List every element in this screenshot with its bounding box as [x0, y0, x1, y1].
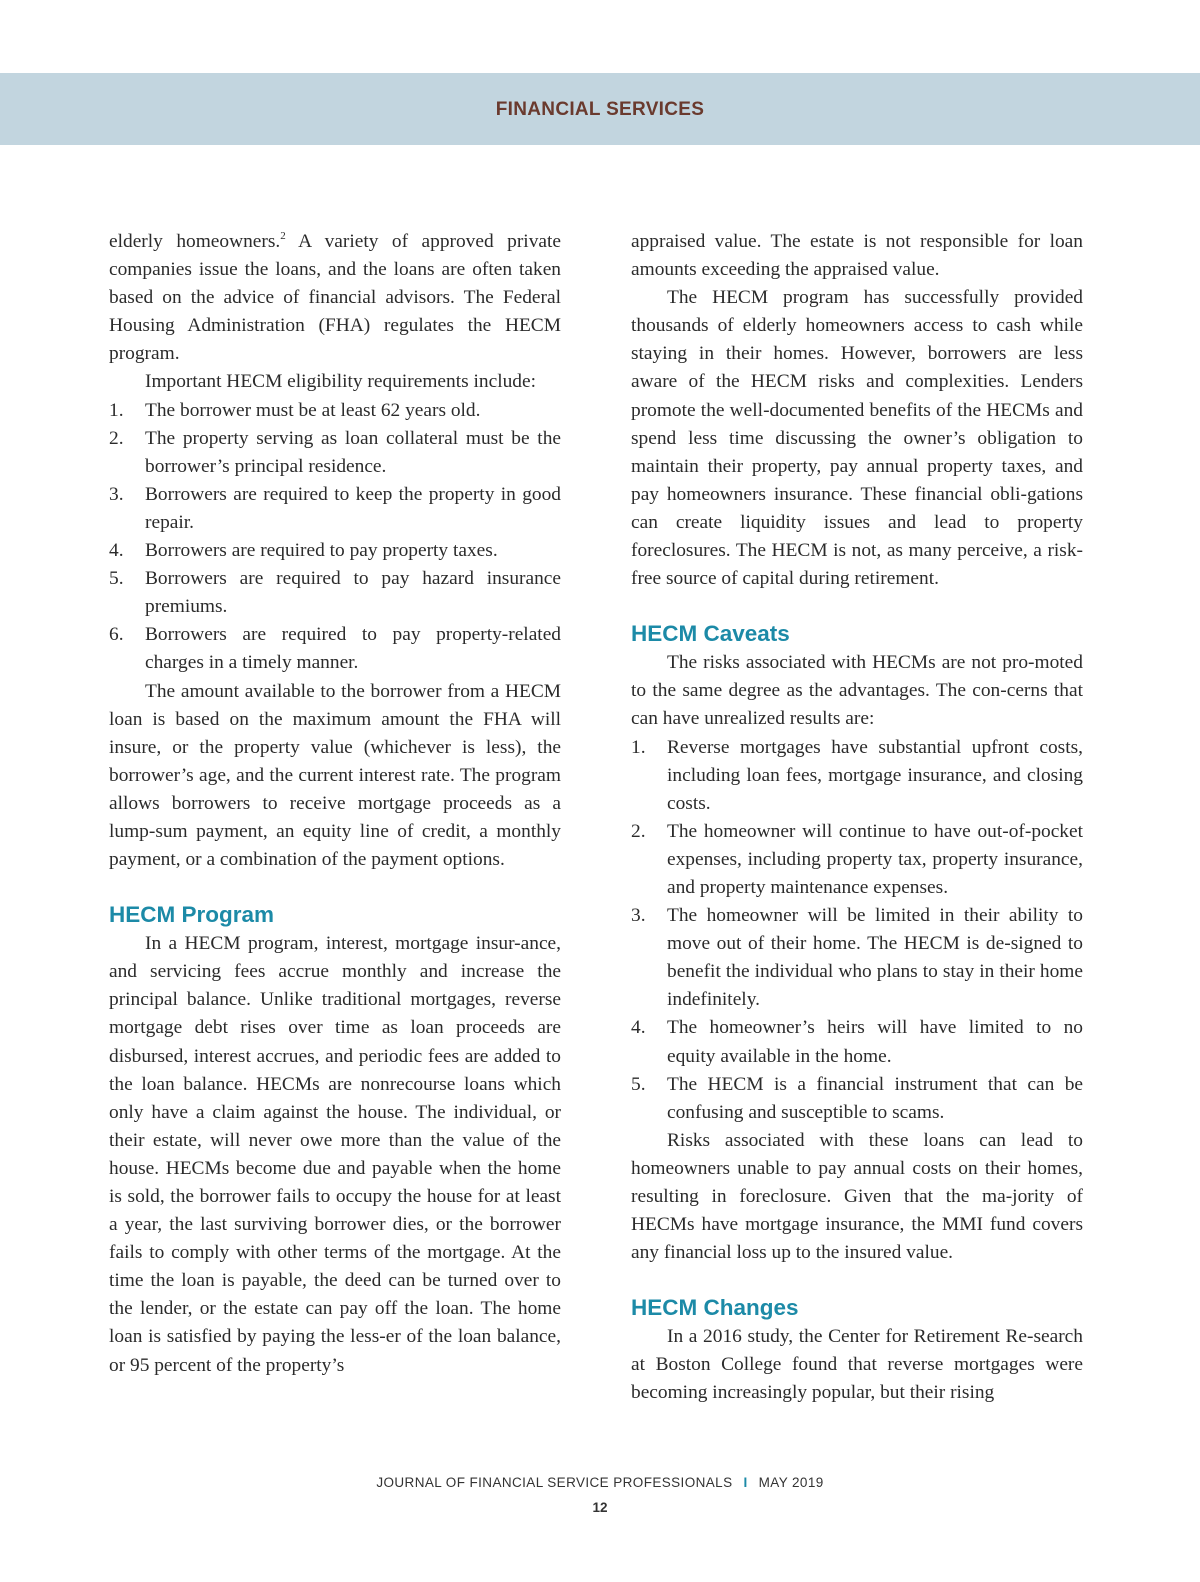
list-item: 5. Borrowers are required to pay hazard insurance premiums.	[109, 568, 561, 618]
list-item: 1. The borrower must be at least 62 years old.	[109, 399, 481, 421]
list-item: 4. Borrowers are required to pay property taxes.	[109, 540, 498, 562]
eligibility-list	[109, 397, 561, 678]
section-banner	[0, 73, 1200, 145]
left-column	[109, 228, 561, 1380]
paragraph: In a 2016 study, the Center for Retirement Re-search at Boston College found that reverse mortgages were becoming increasingly popular, but their rising	[631, 1326, 1083, 1404]
list-item: 2. The property serving as loan collateral must be the borrower’s principal residence.	[109, 427, 561, 477]
footnote-ref[interactable]: 2	[280, 230, 286, 242]
heading-hecm-caveats: HECM Caveats	[631, 621, 790, 647]
list-item: 3. The homeowner will be limited in their ability to move out of their home. The HECM is de-signed to benefit the individual who plans to stay in their home indefinitely.	[631, 905, 1083, 1011]
heading-hecm-program: HECM Program	[109, 902, 275, 928]
paragraph: The amount available to the borrower from a HECM loan is based on the maximum amount the FHA will insure, or the property value (whichever is less), the borrower’s age, and the current interest rate. The program allows borrowers to receive mortgage proceeds as a lump-sum payment, an equity line of credit, a monthly payment, or a combination of the payment options.	[109, 680, 561, 871]
paragraph: Risks associated with these loans can lead to homeowners unable to pay annual costs on their homes, resulting in foreclosure. Given that the ma-jority of HECMs have mortgage insurance, the MMI fund covers any financial loss up to the insured value.	[631, 1129, 1083, 1264]
list-item: 6. Borrowers are required to pay property-related charges in a timely manner.	[109, 624, 561, 674]
right-column	[631, 228, 1083, 1408]
footer-separator: I	[743, 1475, 748, 1490]
list-item: 2. The homeowner will continue to have out-of-pocket expenses, including property tax, property insurance, and property maintenance expenses.	[631, 820, 1083, 898]
paragraph: In a HECM program, interest, mortgage insur-ance, and servicing fees accrue monthly and increase the principal balance. Unlike traditional mortgages, reverse mortgage debt rises over time as loan proceeds are disbursed, interest accrues, and periodic fees are added to the loan balance. HECMs are nonrecourse loans which only have a claim against the house. The individual, or their estate, will never owe more than the value of the house. HECMs become due and payable when the home is sold, the borrower fails to occupy the house for at least a year, the last surviving borrower dies, or the borrower fails to comply with other terms of the mortgage. At the time the loan is payable, the deed can be turned over to the lender, or the estate can pay off the loan. The home loan is satisfied by paying the less-er of the loan balance, or 95 percent of the property’s	[109, 933, 561, 1376]
paragraph: The HECM program has successfully provided thousands of elderly homeowners access to cash while staying in their homes. However, borrowers are less aware of the HECM risks and complexities. Lenders promote the well-documented benefits of the HECMs and spend less time discussing the owner’s obligation to maintain their property, pay annual property taxes, and pay homeowners insurance. These financial obli-gations can create liquidity issues and lead to property foreclosures. The HECM is not, as many perceive, a risk-free source of capital during retirement.	[631, 287, 1083, 590]
footer-journal-line	[0, 1475, 1200, 1490]
paragraph: Important HECM eligibility requirements include:	[145, 371, 536, 393]
caveats-list	[631, 734, 1083, 1127]
journal-name: JOURNAL OF FINANCIAL SERVICE PROFESSIONALS	[376, 1475, 733, 1490]
list-item: 5. The HECM is a financial instrument that can be confusing and susceptible to scams.	[631, 1073, 1083, 1123]
issue-date: MAY 2019	[758, 1475, 824, 1490]
paragraph: elderly homeowners.$^2$ A variety of approved private companies issue the loans, and the loans are often taken based on the advice of financial advisors. The Federal Housing Administration (FHA) regulates the HECM program.	[109, 230, 561, 365]
paragraph: The risks associated with HECMs are not pro-moted to the same degree as the advantages. The con-cerns that can have unrealized results are:	[631, 652, 1083, 730]
heading-hecm-changes: HECM Changes	[631, 1295, 799, 1321]
list-item: 4. The homeowner’s heirs will have limited to no equity available in the home.	[631, 1017, 1083, 1067]
paragraph: appraised value. The estate is not responsible for loan amounts exceeding the appraised value.	[631, 231, 1083, 281]
page-number: 12	[592, 1500, 608, 1515]
list-item: 1. Reverse mortgages have substantial upfront costs, including loan fees, mortgage insurance, and closing costs.	[631, 736, 1083, 814]
list-item: 3. Borrowers are required to keep the property in good repair.	[109, 483, 561, 533]
section-title: FINANCIAL SERVICES	[495, 99, 705, 120]
